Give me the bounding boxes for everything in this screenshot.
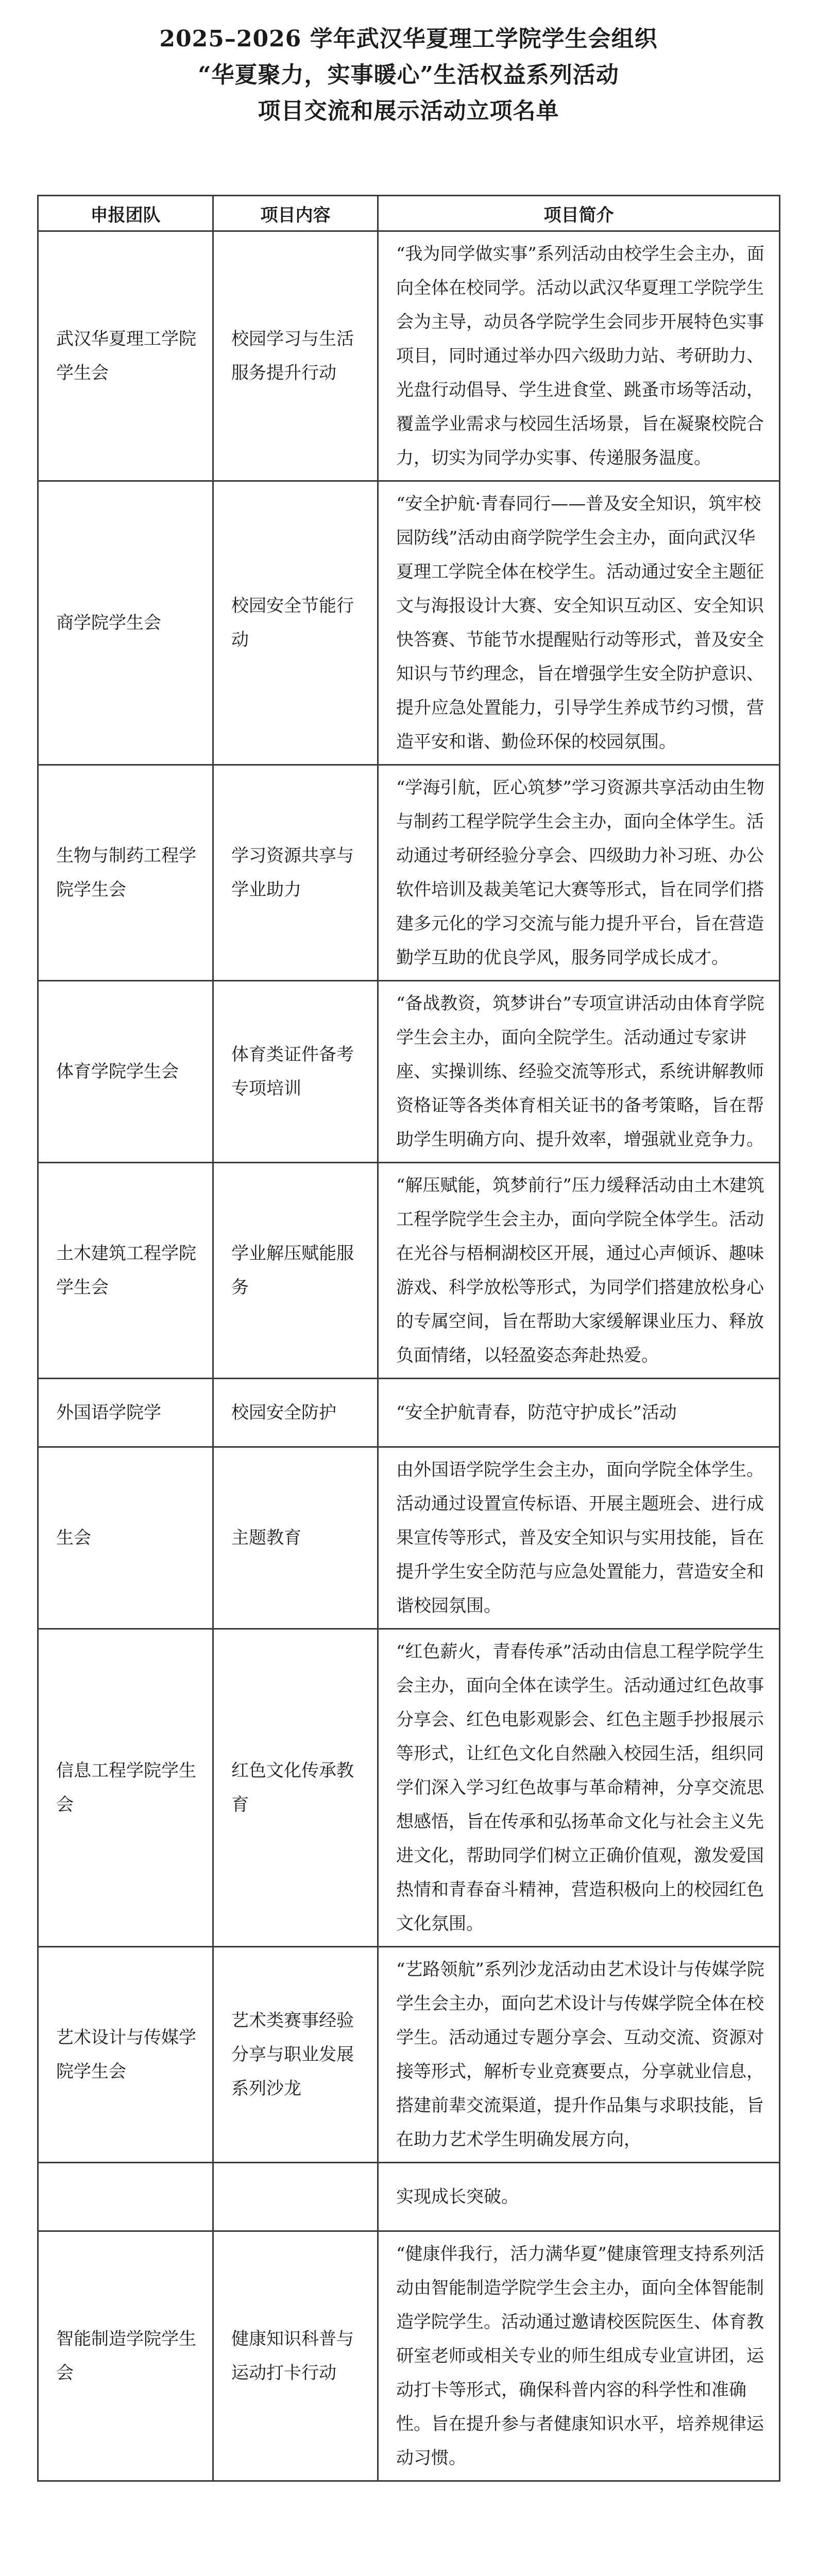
table-row [38,765,780,981]
cell-unit: 生会 [38,1447,213,1629]
cell-intro: “安全护航·青春同行——普及安全知识，筑牢校园防线”活动由商学院学生会主办，面向武汉华夏理工学院全体在校学生。活动通过安全主题征文与海报设计大赛、安全知识互动区、安全知识快答赛、节能节水提醒贴行动等形式，普及安全知识与节约理念，旨在增强学生安全防护意识、提升应急处置能力，引导学生养成节约习惯，营造平安和谐、勤俭环保的校园氛围。 [378,481,780,765]
cell-intro: 由外国语学院学生会主办，面向学院全体学生。活动通过设置宣传标语、开展主题班会、进行成果宣传等形式，普及安全知识与实用技能，旨在提升学生安全防范与应急处置能力，营造安全和谐校园氛围。 [378,1447,780,1629]
cell-unit: 信息工程学院学生会 [38,1629,213,1947]
cell-intro: “健康伴我行，活力满华夏”健康管理支持系列活动由智能制造学院学生会主办，面向全体智能制造学院学生。活动通过邀请校医院医生、体育教研室老师或相关专业的师生组成专业宣讲团，运动打卡等形式，确保科普内容的科学性和准确性。旨在提升参与者健康知识水平，培养规律运动习惯。 [378,2231,780,2481]
cell-intro: “解压赋能，筑梦前行”压力缓释活动由土木建筑工程学院学生会主办，面向学院全体学生。活动在光谷与梧桐湖校区开展，通过心声倾诉、趣味游戏、科学放松等形式，为同学们搭建放松身心的专属空间，旨在帮助大家缓解课业压力、释放负面情绪，以轻盈姿态奔赴热爱。 [378,1163,780,1379]
cell-content [213,2163,378,2231]
cell-unit [38,2163,213,2231]
cell-intro: “我为同学做实事”系列活动由校学生会主办，面向全体在校同学。活动以武汉华夏理工学院学生会为主导，动员各学院学生会同步开展特色实事项目，同时通过举办四六级助力站、考研助力、光盘行动倡导、学生进食堂、跳蚤市场等活动，覆盖学业需求与校园生活场景，旨在凝聚校院合力，切实为同学办实事、传递服务温度。 [378,231,780,481]
cell-unit: 智能制造学院学生会 [38,2231,213,2481]
cell-intro: “艺路领航”系列沙龙活动由艺术设计与传媒学院学生会主办，面向艺术设计与传媒学院全体在校学生。活动通过专题分享会、互动交流、资源对接等形式，解析专业竞赛要点，分享就业信息，搭建前辈交流渠道，提升作品集与求职技能，旨在助力艺术学生明确发展方向， [378,1947,780,2163]
cell-content: 校园安全防护 [213,1379,378,1447]
cell-content: 健康知识科普与运动打卡行动 [213,2231,378,2481]
table-header-row [38,196,780,231]
cell-content: 校园学习与生活服务提升行动 [213,231,378,481]
document-title-line-1: 2025–2026 学年武汉华夏理工学院学生会组织 [159,26,658,52]
table-row [38,1447,780,1629]
table-row [38,1163,780,1379]
table-row [38,981,780,1163]
cell-intro: “学海引航，匠心筑梦”学习资源共享活动由生物与制药工程学院学生会主办，面向全体学生。活动通过考研经验分享会、四级助力补习班、办公软件培训及裁美笔记大赛等形式，旨在同学们搭建多元化的学习交流与能力提升平台，旨在营造勤学互助的优良学风，服务同学成长成才。 [378,765,780,981]
document-title-line-2: “华夏聚力，实事暖心”生活权益系列活动 [198,62,619,88]
table-row [38,231,780,481]
cell-content: 学业解压赋能服务 [213,1163,378,1379]
header-intro: 项目简介 [378,196,780,231]
cell-unit: 土木建筑工程学院学生会 [38,1163,213,1379]
cell-unit: 武汉华夏理工学院学生会 [38,231,213,481]
cell-content: 艺术类赛事经验分享与职业发展系列沙龙 [213,1947,378,2163]
table-row [38,2231,780,2481]
table-row [38,481,780,765]
document-title-line-3: 项目交流和展示活动立项名单 [258,98,559,124]
cell-content: 学习资源共享与学业助力 [213,765,378,981]
cell-unit: 体育学院学生会 [38,981,213,1163]
cell-content: 红色文化传承教育 [213,1629,378,1947]
cell-content: 主题教育 [213,1447,378,1629]
cell-content: 校园安全节能行动 [213,481,378,765]
table-row [38,1629,780,1947]
table-row [38,1379,780,1447]
cell-unit: 生物与制药工程学院学生会 [38,765,213,981]
project-roster-table [37,195,780,2482]
cell-intro: “安全护航青春，防范守护成长”活动 [378,1379,780,1447]
cell-unit: 商学院学生会 [38,481,213,765]
cell-unit: 艺术设计与传媒学院学生会 [38,1947,213,2163]
cell-intro: “红色薪火，青春传承”活动由信息工程学院学生会主办，面向全体在读学生。活动通过红色故事分享会、红色电影观影会、红色主题手抄报展示等形式，让红色文化自然融入校园生活，组织同学们深入学习红色故事与革命精神，分享交流思想感悟，旨在传承和弘扬革命文化与社会主义先进文化，帮助同学们树立正确价值观，激发爱国热情和青春奋斗精神，营造积极向上的校园红色文化氛围。 [378,1629,780,1947]
cell-intro: 实现成长突破。 [378,2163,780,2231]
header-unit: 申报团队 [38,196,213,231]
header-content: 项目内容 [213,196,378,231]
table-row [38,1947,780,2163]
cell-intro: “备战教资，筑梦讲台”专项宣讲活动由体育学院学生会主办，面向全院学生。活动通过专家讲座、实操训练、经验交流等形式，系统讲解教师资格证等各类体育相关证书的备考策略，旨在帮助学生明确方向、提升效率，增强就业竞争力。 [378,981,780,1163]
cell-unit: 外国语学院学 [38,1379,213,1447]
table-row [38,2163,780,2231]
cell-content: 体育类证件备考专项培训 [213,981,378,1163]
